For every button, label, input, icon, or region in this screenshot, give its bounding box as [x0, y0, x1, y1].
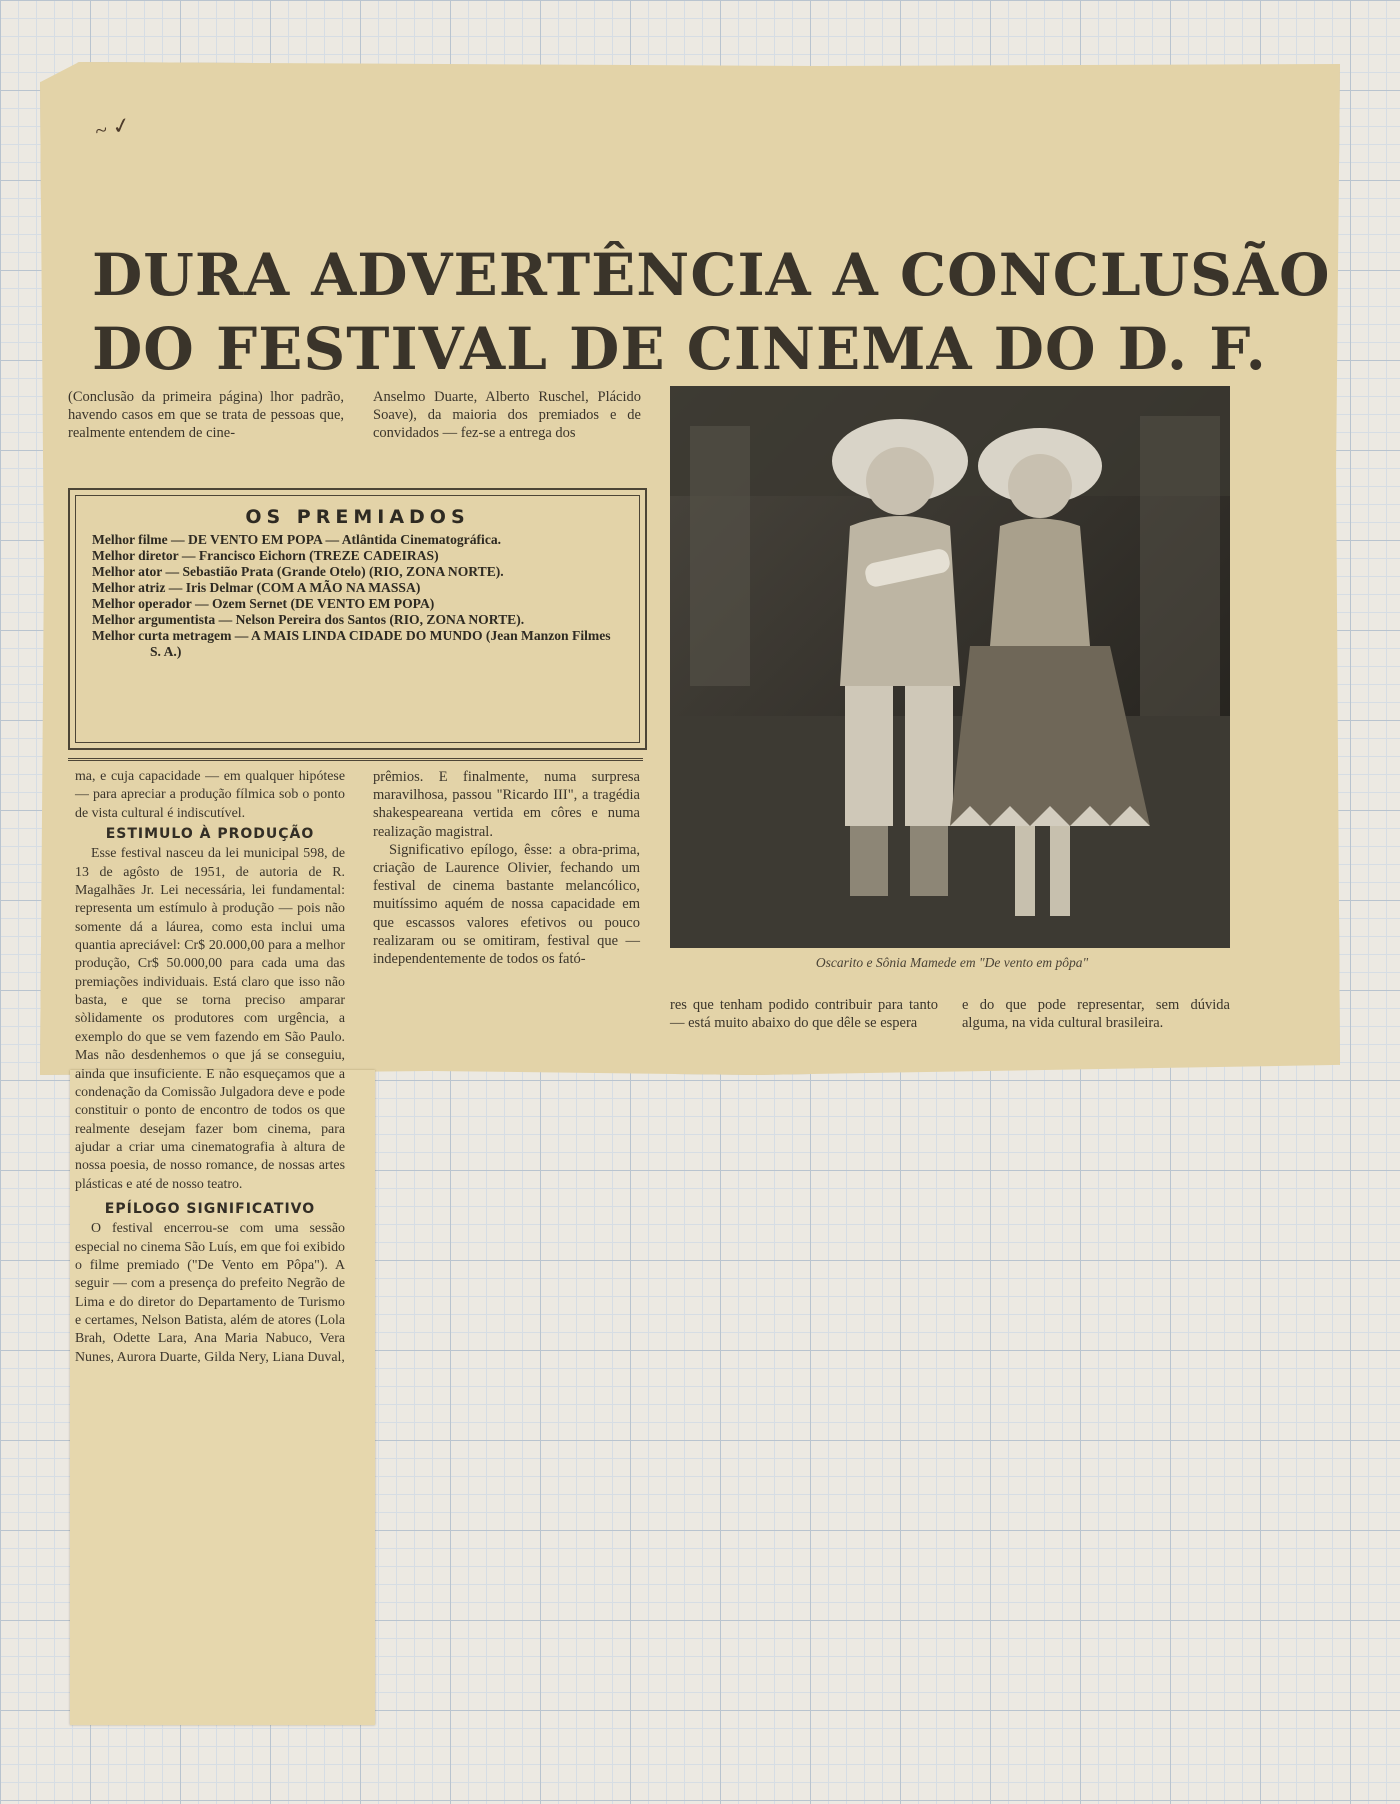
bottom-right-column-2	[962, 996, 1230, 1032]
ink-stain: ~ ✓	[92, 111, 133, 144]
middle-para-1: prêmios. E finalmente, numa surpresa maravilhosa, passou "Ricardo III", a tragédia shakespeareana vertida em côres e numa realização magistral.	[373, 769, 640, 840]
film-still-photo	[670, 386, 1230, 948]
awards-box	[68, 488, 647, 750]
award-item: Melhor atriz — Iris Delmar (COM A MÃO NA MASSA)	[92, 580, 421, 595]
award-item: Melhor operador — Ozem Sernet (DE VENTO EM POPA)	[92, 596, 435, 611]
award-item: Melhor diretor — Francisco Eichorn (TREZE CADEIRAS)	[92, 548, 439, 563]
subhead-estimulo: ESTIMULO À PRODUÇÃO	[105, 826, 315, 843]
headline-line-2: DO FESTIVAL DE CINEMA DO D. F.	[92, 315, 1267, 383]
intro-text-1: (Conclusão da primeira página) lhor padrão, havendo casos em que se trata de pessoas que, realmente entendem de cine-	[68, 389, 344, 442]
photo-caption: Oscarito e Sônia Mamede em "De vento em pôpa"	[815, 955, 1089, 970]
left-para-2: Esse festival nasceu da lei municipal 598, de 13 de agôsto de 1951, de autoria de R. Magalhães Jr. Lei necessária, lei fundamental: representa um estímulo à produção — pois não somente dá a láurea, como esta inclui uma quantia apreciável: Cr$ 20.000,00 para a melhor produção, Cr$ 50.000,00 para cada uma das premiações individuais. Está claro que isso não basta, e que se torna preciso amparar sòlidamente os produtores com urgência, a exemplo do que se vem fazendo em São Paulo. Mas não desdenhemos o que já se conseguiu, ainda que insuficiente. E não esqueçamos que a condenação da Comissão Julgadora deve e pode constituir o ponto de encontro de todos os que realmente desejam fazer bom cinema, para ajudar a criar uma cinematografia à altura de nossa poesia, de nosso romance, de nossas artes plásticas e até de nosso teatro.	[75, 846, 345, 1192]
left-para-1: ma, e cuja capacidade — em qualquer hipótese — para apreciar a produção fílmica sob o ponto de vista cultural é indiscutível.	[75, 769, 345, 821]
left-column	[75, 768, 345, 1367]
award-item: Melhor ator — Sebastião Prata (Grande Otelo) (RIO, ZONA NORTE).	[92, 564, 504, 579]
headline	[92, 238, 1331, 386]
subhead-epilogo: EPÍLOGO SIGNIFICATIVO	[104, 1200, 316, 1217]
intro-column-1	[68, 388, 344, 443]
film-still-illustration	[670, 386, 1230, 948]
bottom-right-column-1	[670, 996, 938, 1032]
section-rule	[68, 758, 643, 761]
bottom-right-text-2: e do que pode representar, sem dúvida alguma, na vida cultural brasileira.	[962, 997, 1230, 1032]
awards-title: OS PREMIADOS	[245, 506, 470, 528]
award-item: Melhor filme — DE VENTO EM POPA — Atlântida Cinematográfica.	[92, 532, 502, 547]
bottom-right-text-1: res que tenham podido contribuir para tanto — está muito abaixo do que dêle se espera	[670, 997, 938, 1032]
award-item: Melhor argumentista — Nelson Pereira dos Santos (RIO, ZONA NORTE).	[92, 612, 525, 627]
intro-text-2: Anselmo Duarte, Alberto Ruschel, Plácido Soave), da maioria dos premiados e de convidados — fez-se a entrega dos	[373, 389, 641, 442]
headline-line-1: DURA ADVERTÊNCIA A CONCLUSÃO	[92, 241, 1331, 309]
left-para-3: O festival encerrou-se com uma sessão especial no cinema São Luís, em que foi exibido o filme premiado ("De Vento em Pôpa"). A seguir — com a presença do prefeito Negrão de Lima e do diretor do Departamento de Turismo e certames, Nelson Batista, além de atores (Lola Brah, Odette Lara, Ana Maria Nabuco, Vera Nunes, Aurora Duarte, Gilda Nery, Liana Duval,	[75, 1221, 345, 1365]
award-item: Melhor curta metragem — A MAIS LINDA CIDADE DO MUNDO (Jean Manzon Filmes S. A.)	[92, 628, 611, 659]
intro-column-2	[373, 388, 641, 443]
middle-column	[373, 768, 640, 968]
middle-para-2: Significativo epílogo, êsse: a obra-prima, criação de Laurence Olivier, fechando um festival de cinema bastante melancólico, muitíssimo aquém de nossa capacidade em que escassos valores efetivos ou pouco realizaram ou se omitiram, festival que — independentemente de todos os fató-	[373, 841, 640, 968]
